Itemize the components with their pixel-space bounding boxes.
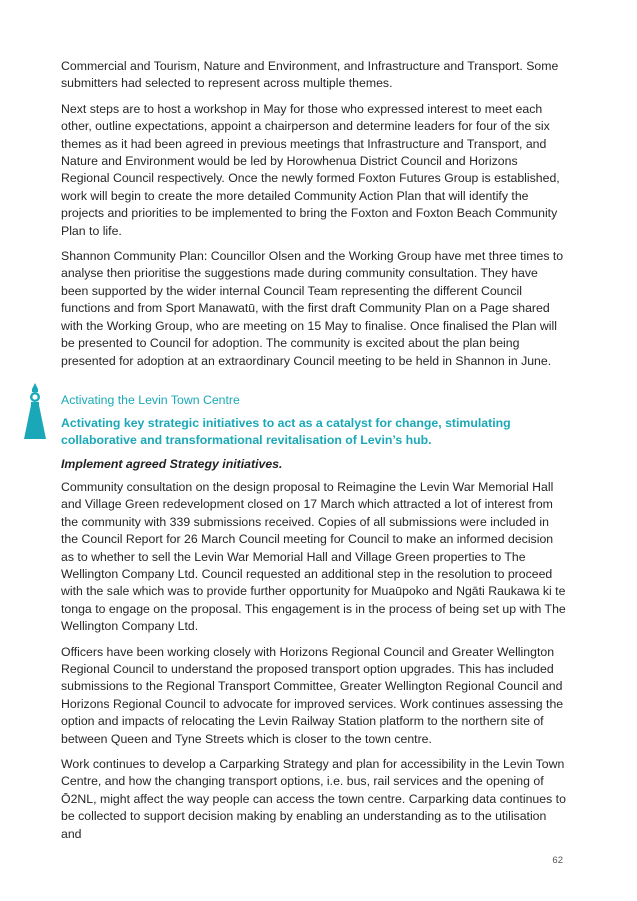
paragraph-next-steps: Next steps are to host a workshop in May for those who expressed interest to meet each other, outline expectations, appoint a chairperson and determine leaders for four of the six themes as it had been agreed in previous meetings that Infrastructure and Transport, and Nature and Environment would be led by Horowhenua District Council and Horizons Regional Council respectively. Once the newly formed Foxton Futures Group is established, work will begin to create the more detailed Community Action Plan that will identify the projects and priorities to be implemented to bring the Foxton and Foxton Beach Community Plan to life.	[61, 101, 560, 238]
paragraph-themes: Commercial and Tourism, Nature and Environment, and Infrastructure and Transport. Some submitters had selected to represent across multiple themes.	[61, 59, 559, 91]
page-number: 62	[552, 855, 563, 866]
clock-tower-icon	[23, 383, 47, 439]
section-subheading: Implement agreed Strategy initiatives.	[61, 456, 283, 471]
section-lead: Activating key strategic initiatives to act as a catalyst for change, stimulating collaborative and transformational revitalisation of Levin’s hub.	[61, 415, 511, 448]
paragraph-shannon-plan: Shannon Community Plan: Councillor Olsen and the Working Group have met three times to analyse then prioritise the suggestions made during community consultation. They have been supported by the wider internal Council Team representing the different Council functions and from Sport Manawatū, with the first draft Community Plan on a Page shared with the Working Group, who are meeting on 15 May to finalise. Once finalised the Plan will be presented to Council for adoption. The community is excited about the plan being presented for adoption at an extraordinary Council meeting to be held in Shannon in June.	[61, 249, 564, 368]
document-page	[61, 58, 567, 851]
section-heading: Activating the Levin Town Centre	[61, 392, 240, 407]
paragraph-transport-options: Officers have been working closely with Horizons Regional Council and Greater Wellington Regional Council to understand the proposed transport option upgrades. This has included submissions to the Regional Transport Committee, Greater Wellington Regional Council and Horizons Regional Council to advocate for improved services. Work continues assessing the option and impacts of relocating the Levin Railway Station platform to the northern site of between Queen and Tyne Streets which is closer to the town centre.	[61, 644, 564, 746]
paragraph-war-memorial-hall: Community consultation on the design proposal to Reimagine the Levin War Memorial Hall and Village Green redevelopment closed on 17 March which attracted a lot of interest from the community with 339 submissions received. Copies of all submissions were included in the Council Report for 26 March Council meeting for Council to make an informed decision as to whether to sell the Levin War Memorial Hall and Village Green properties to The Wellington Company Ltd. Council requested an additional step in the resolution to proceed with the sale which was to provide further opportunity for Muaūpoko and Ngāti Raukawa ki te tonga to engage on the proposal. This engagement is in the process of being set up with The Wellington Company Ltd.	[61, 479, 566, 634]
paragraph-carparking: Work continues to develop a Carparking Strategy and plan for accessibility in the Levin Town Centre, and how the changing transport options, i.e. bus, rail services and the opening of Ō2NL, might affect the way people can access the town centre. Carparking data continues to be collected to support decision making by enabling an understanding as to the utilisation and	[61, 757, 566, 841]
